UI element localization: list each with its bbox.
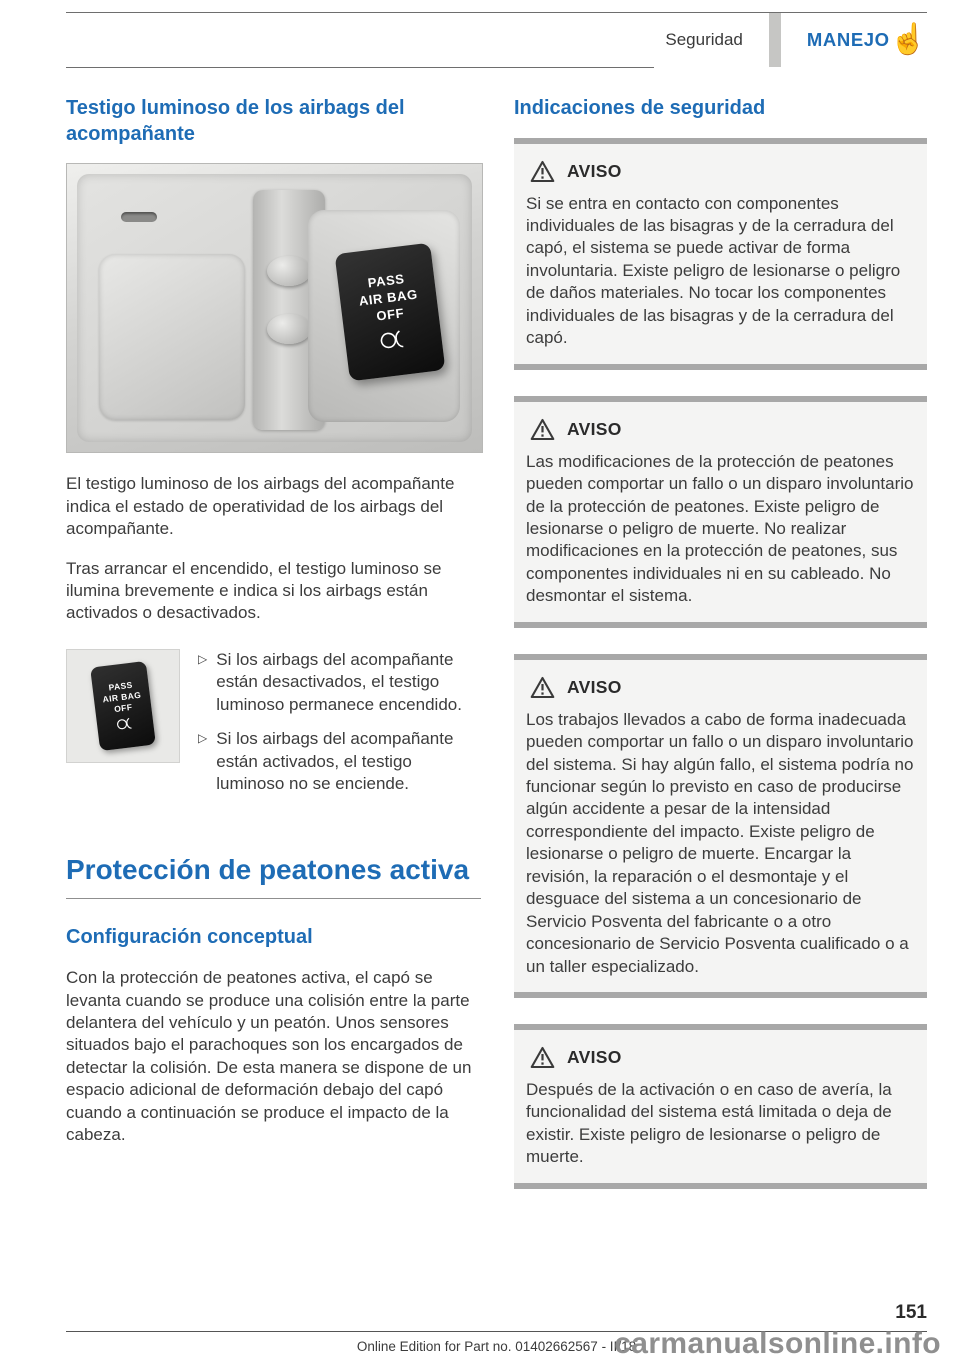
pass-label-line1: PASS [366,271,406,291]
aviso-notice-3 [514,654,927,998]
paragraph-airbag-1: El testigo luminoso de los airbags del acompañante indica el estado de operatividad de los airbags del acompañante. [66,474,455,539]
page-number: 151 [895,1302,927,1323]
notice-body: Si se entra en contacto con componentes individuales de las bisagras y de la cerradura del capó, el sistema se puede activar de forma involuntaria. Existe peligro de lesionarse o peligro de daños materiales. No tocar los componentes individuales de las bisagras y de la cerradura del capó. [526,193,901,348]
heading-safety-notes: Indicaciones de seguridad [514,97,766,119]
aviso-notice-2 [514,396,927,628]
hand-pointer-icon: ☝ [889,23,927,56]
left-column [66,96,481,1215]
airbag-pictogram-small [114,716,136,732]
pass-airbag-off-label-small [101,679,143,717]
paragraph-pedestrian: Con la protección de peatones activa, el capó se levanta cuando se produce una colisión entre la parte delantera del vehículo y un peatón. Unos sensores situados bajo el parachoques son los encargados de detectar la colisión. De esta manera se dispone de un espacio adicional de deformación debajo del capó cuando a continuación se produce el impacto de la cabeza. [66,968,472,1145]
heading-concept-configuration: Configuración conceptual [66,926,313,949]
pass-small-line1: PASS [107,679,134,693]
warning-triangle-icon [530,676,555,699]
page-header [0,0,960,78]
pass-label-line3: OFF [375,305,405,324]
list-item-text: Si los airbags del acompañante están desactivados, el testigo luminoso permanece encendido. [216,649,462,714]
header-divider [769,13,781,67]
triangle-bullet-icon: ▷ [198,651,208,666]
notice-header [526,418,915,441]
pass-button-thumbnail [66,649,180,763]
pass-airbag-off-button [335,243,446,382]
pass-airbag-off-button-small [90,661,156,751]
aviso-notice-4 [514,1024,927,1189]
paragraph-airbag-2: Tras arrancar el encendido, el testigo luminoso se ilumina brevemente e indica si los airbags están activados o desactivados. [66,558,442,623]
airbag-pictogram [377,327,409,352]
heading-airbag-indicator: Testigo luminoso de los airbags del acompañante [66,97,405,145]
notice-header [526,1046,915,1069]
list-item [198,649,481,716]
header-row [66,13,927,67]
heading-pedestrian-protection: Protección de peatones activa [66,854,470,886]
console-oval-button-top [267,256,311,286]
notice-body: Después de la activación o en caso de avería, la funcionalidad del sistema está limitada o deja de existir. Existe peligro de lesionarse o peligro de muerte. [526,1079,892,1167]
airbag-status-list [198,649,481,808]
page-footer [66,1302,941,1360]
notice-body: Los trabajos llevados a cabo de forma inadecuada pueden comportar un fallo o un disparo involuntario del sistema. Si hay algún fallo, el sistema podría no funcionar según lo previsto en caso de producirse algún accidente a pesar de la intensidad correspondiente del impacto. Existe peligro de lesionarse o peligro de muerte. Encargar la revisión, la reparación o el desmontaje y el desguace del sistema a un concesionario de Servicio Posventa del fabricante o a otro concesionario de Servicio Posventa cualificado o a un taller especializado. [526,709,914,976]
notice-title: AVISO [567,418,622,439]
warning-triangle-icon [530,1046,555,1069]
section-title: MANEJO [806,29,890,50]
header-bottom-rule [66,67,654,68]
notice-header [526,160,915,183]
heading-rule [66,898,481,899]
notice-body: Las modificaciones de la protección de peatones pueden comportar un fallo o un disparo involuntario de la protección de peatones. Existe peligro de lesionarse o peligro de muerte. No realizar modificaciones en la protección de peatones, sus componentes individuales ni en su cableado. No desmontar el sistema. [526,451,914,606]
pass-airbag-off-label [356,270,421,327]
pass-small-line3: OFF [113,701,133,714]
aviso-notice-1 [514,138,927,370]
notice-title: AVISO [567,160,622,181]
notice-header [526,676,915,699]
page-content [0,78,960,1215]
pass-label-line2: AIR BAG [357,286,419,309]
console-oval-button-bottom [267,314,311,344]
chapter-title: Seguridad [665,30,743,49]
triangle-bullet-icon: ▷ [198,731,208,746]
console-left-door [99,254,245,420]
pass-small-line2: AIR BAG [102,689,142,705]
list-item [198,728,481,795]
list-item-text: Si los airbags del acompañante están activados, el testigo luminoso no se enciende. [216,729,454,793]
watermark: carmanualsonline.info [614,1327,941,1360]
console-slot [121,212,157,222]
roof-console-photo [66,163,483,453]
notice-title: AVISO [567,1046,622,1067]
warning-triangle-icon [530,160,555,183]
warning-triangle-icon [530,418,555,441]
airbag-status-row [66,649,481,808]
edition-note: Online Edition for Part no. 01402662567 - II/18 [356,1339,637,1354]
right-column [514,96,927,1215]
notice-title: AVISO [567,676,622,697]
